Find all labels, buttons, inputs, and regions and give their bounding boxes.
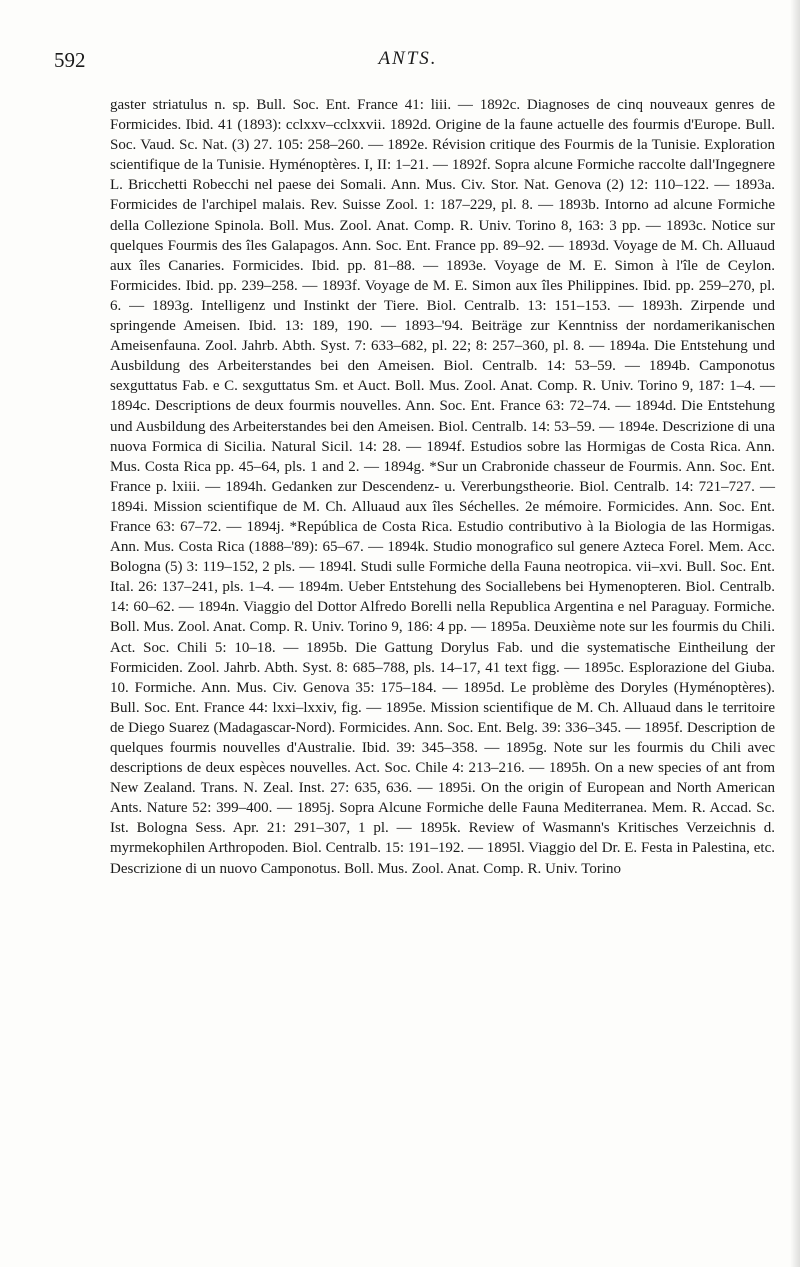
page-header (48, 48, 768, 76)
page-number: 592 (54, 48, 86, 72)
bibliography-paragraph: gaster striatulus n. sp. Bull. Soc. Ent. France 41: liii. — 1892c. Diagnoses de cinq nouveaux genres de Formicides. Ibid. 41 (1893): cclxxv–cclxxvii. 1892d. Origine de la faune actuelle des fourmis d'Europe. Bull. Soc. Vaud. Sc. Nat. (3) 27. 105: 258–260. — 1892e. Révision critique des Fourmis de la Tunisie. Exploration scientifique de la Tunisie. Hyménoptères. I, II: 1–21. — 1892f. Sopra alcune Formiche raccolte dall'Ingegnere L. Bricchetti Robecchi nel paese dei Somali. Ann. Mus. Civ. Stor. Nat. Genova (2) 12: 110–122. — 1893a. Formicides de l'archipel malais. Rev. Suisse Zool. 1: 187–229, pl. 8. — 1893b. Intorno ad alcune Formiche della Collezione Spinola. Boll. Mus. Zool. Anat. Comp. R. Univ. Torino 8, 163: 3 pp. — 1893c. Notice sur quelques Fourmis des îles Galapagos. Ann. Soc. Ent. France pp. 89–92. — 1893d. Voyage de M. Ch. Alluaud aux îles Canaries. Formicides. Ibid. pp. 81–88. — 1893e. Voyage de M. E. Simon à l'île de Ceylon. Formicides. Ibid. pp. 239–258. — 1893f. Voyage de M. E. Simon aux îles Philippines. Ibid. pp. 259–270, pl. 6. — 1893g. Intelligenz und Instinkt der Tiere. Biol. Centralb. 13: 151–153. — 1893h. Zirpende und springende Ameisen. Ibid. 13: 189, 190. — 1893–'94. Beiträge zur Kenntniss der nordamerikanischen Ameisenfauna. Zool. Jahrb. Abth. Syst. 7: 633–682, pl. 22; 8: 257–360, pl. 8. — 1894a. Die Entstehung und Ausbildung des Arbeiterstandes bei den Ameisen. Biol. Centralb. 14: 53–59. — 1894b. Camponotus sexguttatus Fab. e C. sexguttatus Sm. et Auct. Boll. Mus. Zool. Anat. Comp. R. Univ. Torino 9, 187: 1–4. — 1894c. Descriptions de deux fourmis nouvelles. Ann. Soc. Ent. France 63: 72–74. — 1894d. Die Entstehung und Ausbildung des Arbeiterstandes bei den Ameisen. Biol. Centralb. 14: 53–59. — 1894e. Descrizione di una nuova Formica di Sicilia. Natural Sicil. 14: 28. — 1894f. Estudios sobre las Hormigas de Costa Rica. Ann. Mus. Costa Rica pp. 45–64, pls. 1 and 2. — 1894g. *Sur un Crabronide chasseur de Fourmis. Ann. Soc. Ent. France p. lxiii. — 1894h. Gedanken zur Descendenz- u. Vererbungstheorie. Biol. Centralb. 14: 721–727. — 1894i. Mission scientifique de M. Ch. Alluaud aux îles Séchelles. 2e mémoire. Formicides. Ann. Soc. Ent. France 63: 67–72. — 1894j. *República de Costa Rica. Estudio contributivo à la Biologia de las Hormigas. Ann. Mus. Costa Rica (1888–'89): 65–67. — 1894k. Studio monografico sul genere Azteca Forel. Mem. Acc. Bologna (5) 3: 119–152, 2 pls. — 1894l. Studi sulle Formiche della Fauna neotropica. vii–xvi. Bull. Soc. Ent. Ital. 26: 137–241, pls. 1–4. — 1894m. Ueber Entstehung des Sociallebens bei Hymenopteren. Biol. Centralb. 14: 60–62. — 1894n. Viaggio del Dottor Alfredo Borelli nella Republica Argentina e nel Paraguay. Formiche. Boll. Mus. Zool. Anat. Comp. R. Univ. Torino 9, 186: 4 pp. — 1895a. Deuxième note sur les fourmis du Chili. Act. Soc. Chili 5: 10–18. — 1895b. Die Gattung Dorylus Fab. und die systematische Eintheilung der Formiciden. Zool. Jahrb. Abth. Syst. 8: 685–788, pls. 14–17, 41 text figg. — 1895c. Esplorazione del Giuba. 10. Formiche. Ann. Mus. Civ. Genova 35: 175–184. — 1895d. Le problème des Doryles (Hyménoptères). Bull. Soc. Ent. France 44: lxxi–lxxiv, fig. — 1895e. Mission scientifique de M. Ch. Alluaud dans le territoire de Diego Suarez (Madagascar-Nord). Formicides. Ann. Soc. Ent. Belg. 39: 336–345. — 1895f. Description de quelques fourmis nouvelles d'Australie. Ibid. 39: 345–358. — 1895g. Note sur les fourmis du Chili avec descriptions de deux espèces nouvelles. Act. Soc. Chile 4: 213–216. — 1895h. On a new species of ant from New Zealand. Trans. N. Zeal. Inst. 27: 635, 636. — 1895i. On the origin of European and North American Ants. Nature 52: 399–400. — 1895j. Sopra Alcune Formiche delle Fauna Mediterranea. Mem. R. Accad. Sc. Ist. Bologna Sess. Apr. 21: 291–307, 1 pl. — 1895k. Review of Wasmann's Kritisches Verzeichnis d. myrmekophilen Arthropoden. Biol. Centralb. 15: 191–192. — 1895l. Viaggio del Dr. E. Festa in Palestina, etc. Descrizione di un nuovo Camponotus. Boll. Mus. Zool. Anat. Comp. R. Univ. Torino (110, 97, 775, 877)
running-title: ANTS. (378, 48, 438, 69)
bibliography-body (110, 95, 775, 879)
page-edge-shadow (790, 0, 800, 1267)
